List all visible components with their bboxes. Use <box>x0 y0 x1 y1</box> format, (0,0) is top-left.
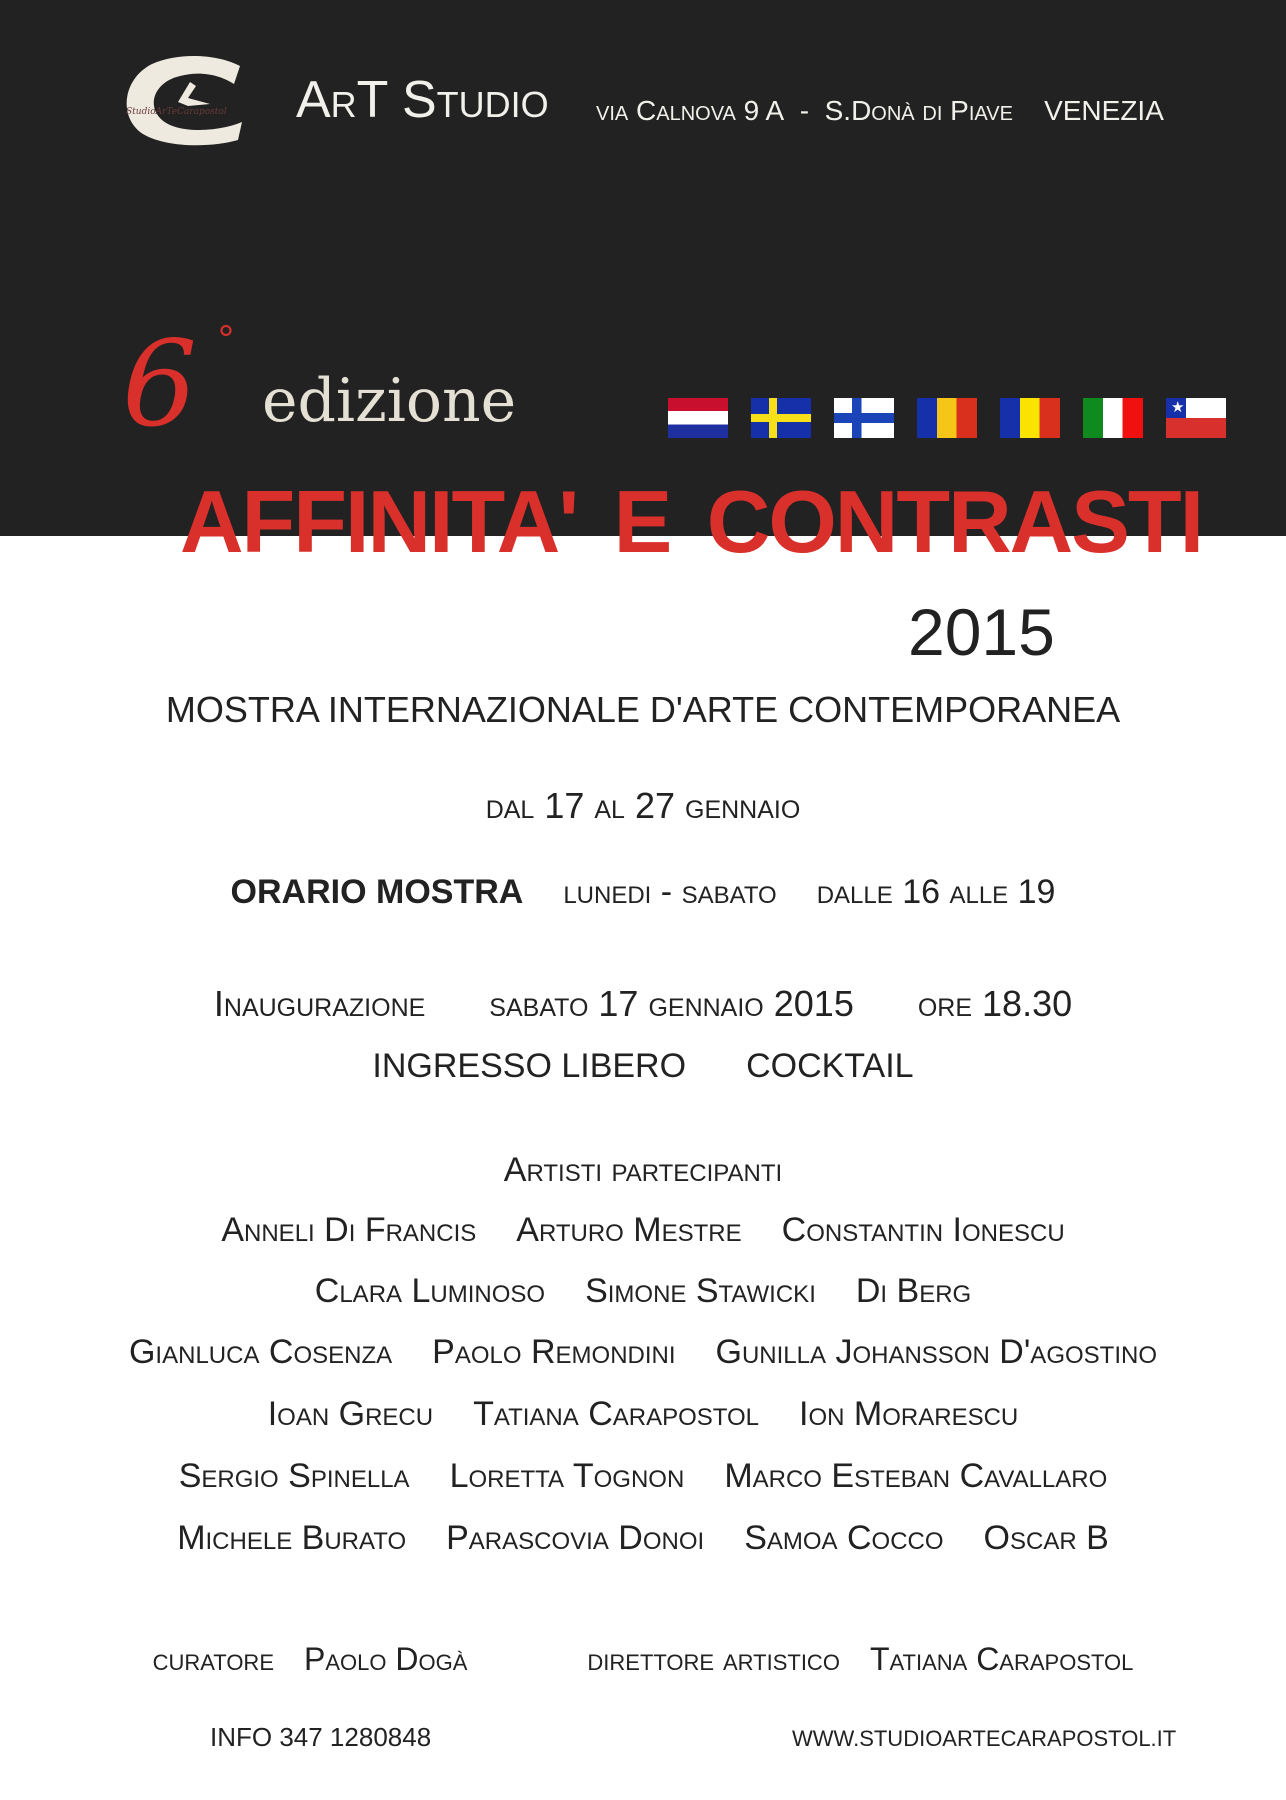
moldova-flag <box>917 398 977 438</box>
artist: Simone Stawicki <box>585 1272 816 1310</box>
artists-heading-row <box>0 1150 1286 1191</box>
artists-row <box>0 1394 1286 1435</box>
netherlands-flag <box>668 398 728 438</box>
studio-logo <box>118 52 250 148</box>
artist: Oscar B <box>983 1519 1109 1557</box>
artists-row <box>0 1456 1286 1497</box>
exhibition-year: 2015 <box>908 595 1055 669</box>
artist: Samoa Cocco <box>744 1519 944 1557</box>
opening-time: ore 18.30 <box>917 983 1073 1024</box>
artist: Anneli Di Francis <box>221 1211 477 1249</box>
artist: Di Berg <box>855 1272 972 1310</box>
artist: Tatiana Carapostol <box>473 1395 760 1433</box>
director-name: Tatiana Carapostol <box>869 1641 1134 1677</box>
svg-text:StudioArTeCarapostol: StudioArTeCarapostol <box>126 107 227 117</box>
artist: Gianluca Cosenza <box>128 1333 393 1371</box>
subtitle: MOSTRA INTERNAZIONALE D'ARTE CONTEMPORANEA <box>165 689 1121 730</box>
artists-heading: Artisti partecipanti <box>503 1151 783 1189</box>
hours-row <box>0 872 1286 913</box>
artist: Ioan Grecu <box>267 1395 434 1433</box>
artist: Clara Luminoso <box>314 1272 546 1310</box>
subtitle-row <box>0 688 1286 731</box>
artists-row <box>0 1210 1286 1251</box>
opening-row <box>0 982 1286 1025</box>
info-phone: INFO 347 1280848 <box>210 1722 432 1752</box>
artist: Marco Esteban Cavallaro <box>724 1457 1108 1495</box>
artist: Sergio Spinella <box>178 1457 410 1495</box>
exhibition-title: AFFINITA' E CONTRASTI <box>180 472 1203 571</box>
hours-time: dalle 16 alle 19 <box>816 873 1056 911</box>
artist: Arturo Mestre <box>516 1211 742 1249</box>
studio-name: ArT Studio <box>296 71 549 129</box>
free-entry: INGRESSO LIBERO <box>372 1047 687 1085</box>
hours-days: lunedi - sabato <box>563 873 777 911</box>
artist: Ion Morarescu <box>799 1395 1019 1433</box>
artist: Michele Burato <box>177 1519 407 1557</box>
romania-flag <box>1000 398 1060 438</box>
curator-name: Paolo Dogà <box>304 1641 468 1677</box>
chile-flag: ★ <box>1166 398 1226 438</box>
artists-row <box>0 1518 1286 1559</box>
edition-number: 6 <box>122 315 198 453</box>
edition-degree: ° <box>218 318 234 362</box>
flags <box>668 398 1226 438</box>
artist: Gunilla Johansson D'agostino <box>715 1333 1157 1371</box>
artist: Parascovia Donoi <box>446 1519 705 1557</box>
dates: dal 17 al 27 gennaio <box>485 785 801 826</box>
cocktail: COCKTAIL <box>746 1047 914 1085</box>
italy-flag <box>1083 398 1143 438</box>
dates-row <box>0 784 1286 827</box>
artist: Paolo Remondini <box>432 1333 676 1371</box>
artists-row <box>0 1271 1286 1312</box>
address: via Calnova 9 A - S.Donà di Piave VENEZIA <box>596 95 1164 126</box>
website-link[interactable]: WWW.STUDIOARTECARAPOSTOL.IT <box>792 1726 1177 1751</box>
extras-row <box>0 1046 1286 1087</box>
curator-label: curatore <box>152 1641 274 1677</box>
edition-label: edizione <box>262 366 517 436</box>
finland-flag <box>834 398 894 438</box>
director-label: direttore artistico <box>587 1641 840 1677</box>
artist: Loretta Tognon <box>449 1457 685 1495</box>
credits-row <box>0 1640 1286 1678</box>
sweden-flag <box>751 398 811 438</box>
artists-row <box>0 1332 1286 1373</box>
hours-label: ORARIO MOSTRA <box>230 873 524 911</box>
opening-label: Inaugurazione <box>213 983 426 1024</box>
artist: Constantin Ionescu <box>781 1211 1065 1249</box>
opening-date: sabato 17 gennaio 2015 <box>489 983 854 1024</box>
